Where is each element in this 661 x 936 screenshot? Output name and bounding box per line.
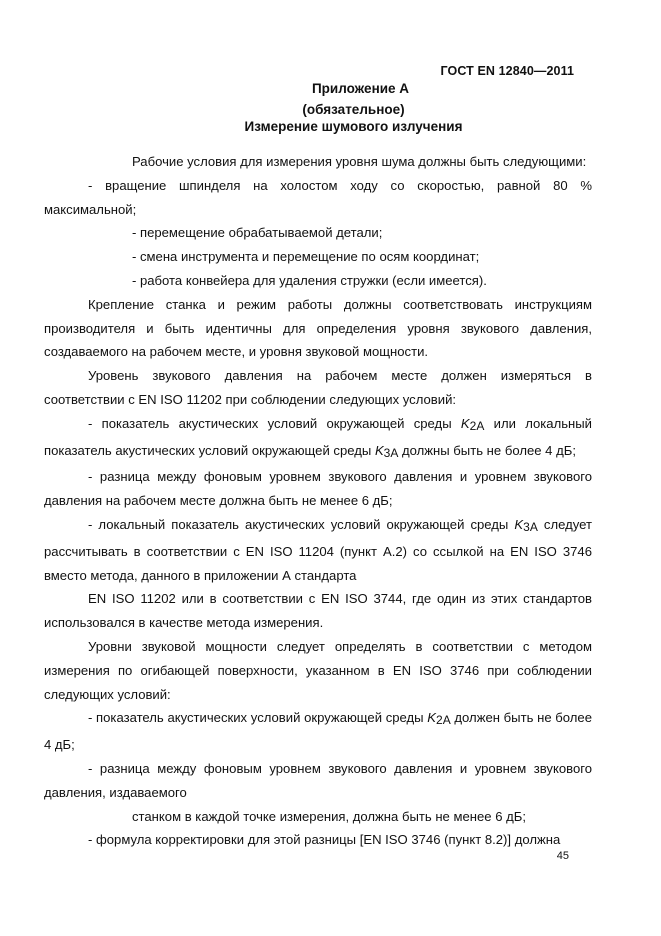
k2a-symbol (461, 416, 484, 431)
paragraph: Рабочие условия для измерения уровня шума должны быть следующими: (132, 154, 587, 169)
k2a-symbol (427, 710, 451, 728)
text-fragment: - показатель акустических условий окружающей среды (88, 415, 461, 431)
k2a-letter: K (427, 710, 437, 726)
paragraph: Крепление станка и режим работы должны соответствовать инструкциям производителя и быть идентичны для определения уровня звукового давления, создаваемого на рабочем месте, и уровня звуковой мощности. (44, 296, 592, 360)
k3a-subscript: 3A (523, 519, 538, 534)
gost-code-header: ГОСТ EN 12840—2011 (440, 64, 574, 78)
k2a-letter: K (460, 415, 470, 431)
body-text (44, 150, 593, 852)
paragraph: - вращение шпинделя на холостом ходу со скоростью, равной 80 % максимальной; (44, 177, 592, 217)
appendix-status: (обязательное) (302, 102, 405, 117)
k3a-subscript: 3A (383, 445, 399, 460)
text-fragment: - локальный показатель акустических условий окружающей среды (88, 516, 515, 532)
paragraph: - работа конвейера для удаления стружки (если имеется). (132, 272, 487, 288)
text-fragment: должен быть не более 4 дБ; (44, 710, 593, 753)
appendix-title: Приложение А (311, 81, 410, 96)
k3a-letter: K (514, 516, 524, 532)
text-fragment: - показатель акустических условий окружающей среды (88, 710, 428, 726)
k3a-symbol (514, 517, 537, 532)
paragraph (44, 412, 592, 466)
paragraph (44, 513, 592, 587)
paragraph: EN ISO 11202 или в соответствии с EN ISO 3744, где один из этих стандартов использовался в качестве метода измерения. (44, 591, 592, 631)
paragraph: - перемещение обрабатываемой детали; (132, 225, 383, 241)
k2a-subscript: 2A (436, 713, 451, 728)
k3a-symbol (375, 443, 398, 458)
k3a-letter: K (374, 442, 384, 458)
text-fragment: следует рассчитывать в соответствии с EN ISO 11204 (пункт А.2) со ссылкой на EN ISO 3746 вместо метода, данного в приложении А стандарта (44, 516, 592, 583)
paragraph: - разница между фоновым уровнем звукового давления и уровнем звукового давления, издаваемого (44, 760, 592, 800)
paragraph: станком в каждой точке измерения, должна быть не менее 6 дБ; (132, 808, 526, 824)
paragraph: Уровни звуковой мощности следует определять в соответствии с методом измерения по огибающей поверхности, указанном в EN ISO 3746 при соблюдении следующих условий: (44, 638, 592, 702)
k2a-subscript: 2A (469, 418, 485, 433)
page-number: 45 (556, 850, 569, 862)
paragraph: - разница между фоновым уровнем звукового давления и уровнем звукового давления на рабочем месте должна быть не менее 6 дБ; (44, 469, 592, 509)
paragraph: - формула корректировки для этой разницы [EN ISO 3746 (пункт 8.2)] должна (88, 832, 561, 848)
appendix-subtitle: Измерение шумового излучения (244, 119, 463, 134)
paragraph (44, 706, 592, 757)
paragraph: - смена инструмента и перемещение по осям координат; (132, 249, 480, 265)
paragraph: Уровень звукового давления на рабочем месте должен измеряться в соответствии с EN ISO 11202 при соблюдении следующих условий: (44, 368, 592, 407)
text-fragment: должны быть не более 4 дБ; (398, 442, 576, 458)
text-fragment: или локальный показатель акустических условий окружающей среды (44, 415, 592, 458)
